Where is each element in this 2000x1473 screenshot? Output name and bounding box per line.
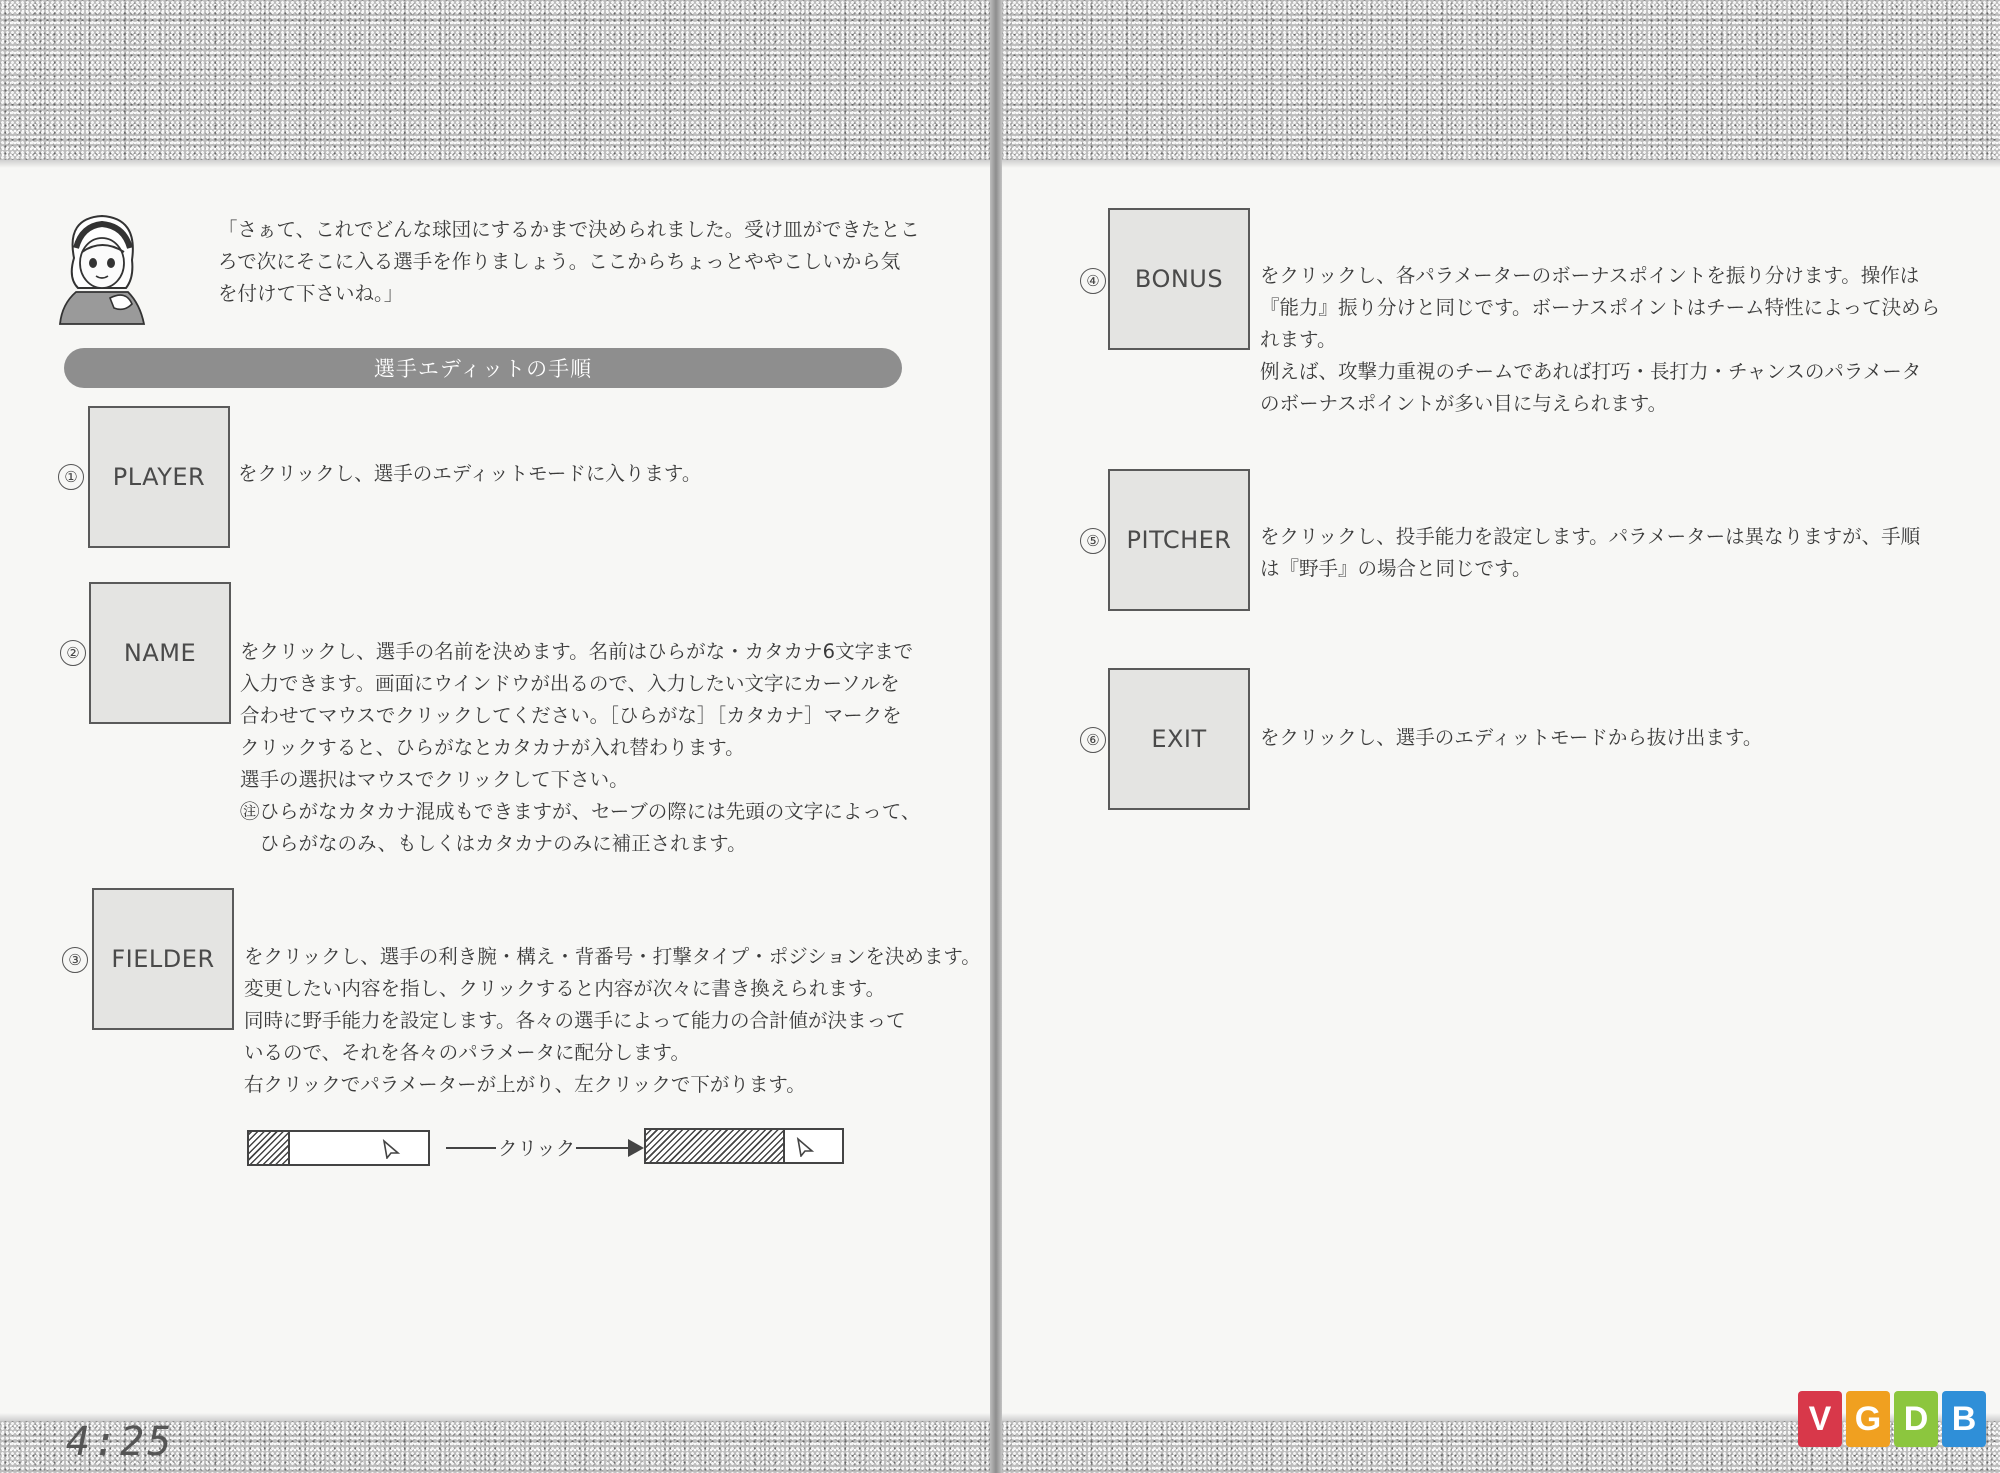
step-2-note-line-2: ひらがなのみ、もしくはカタカナのみに補正されます。 [240, 832, 747, 855]
intro-line-2: ろで次にそこに入る選手を作りましょう。ここからちょっとややこしいから気 [218, 250, 901, 273]
click-arrow [440, 1130, 640, 1166]
speckle-border-top [0, 0, 990, 160]
step-5-line-2: は『野手』の場合と同じです。 [1260, 557, 1532, 580]
step-6-line-1: をクリックし、選手のエディットモードから抜け出ます。 [1260, 726, 1763, 749]
page-number: 4:25 [66, 1419, 175, 1465]
gauge-before [247, 1130, 430, 1166]
step-number-1: ① [58, 464, 84, 490]
gauge-before-fill [249, 1132, 290, 1164]
vgdb-watermark-logo [1798, 1391, 1986, 1447]
step-4-line-5: のボーナスポイントが多い目に与えられます。 [1260, 392, 1668, 415]
step-3-line-5: 右クリックでパラメーターが上がり、左クリックで下がります。 [244, 1073, 806, 1096]
mouse-pointer-icon [796, 1137, 816, 1157]
arrow-head-icon [628, 1139, 644, 1157]
step-1-line-1: をクリックし、選手のエディットモードに入ります。 [238, 462, 702, 485]
watermark-letter-b: B [1942, 1391, 1986, 1447]
step-number-2: ② [60, 640, 86, 666]
intro-line-3: を付けて下さいね。」 [218, 282, 404, 305]
exit-button[interactable]: EXIT [1108, 668, 1250, 810]
guide-girl-illustration [52, 208, 152, 326]
step-5-line-1: をクリックし、投手能力を設定します。パラメーターは異なりますが、手順 [1260, 525, 1921, 548]
fielder-button[interactable]: FIELDER [92, 888, 234, 1030]
section-banner: 選手エディットの手順 [64, 348, 902, 388]
bonus-button[interactable]: BONUS [1108, 208, 1250, 350]
gauge-after [644, 1128, 844, 1164]
speckle-border-top [1002, 0, 2000, 160]
step-2-line-3: 合わせてマウスでクリックしてください。［ひらがな］［カタカナ］マークを [240, 704, 902, 727]
step-number-6: ⑥ [1080, 727, 1106, 753]
step-4-line-4: 例えば、攻撃力重視のチームであれば打巧・長打力・チャンスのパラメータ [1260, 360, 1922, 383]
player-button[interactable]: PLAYER [88, 406, 230, 548]
step-2-line-4: クリックすると、ひらがなとカタカナが入れ替わります。 [240, 736, 745, 759]
step-4-line-1: をクリックし、各パラメーターのボーナスポイントを振り分けます。操作は [1260, 264, 1920, 287]
left-page [0, 0, 990, 1473]
book-gutter [990, 0, 1002, 1473]
step-2-line-2: 入力できます。画面にウインドウが出るので、入力したい文字にカーソルを [240, 672, 900, 695]
step-number-4: ④ [1080, 268, 1106, 294]
step-3-line-2: 変更したい内容を指し、クリックすると内容が次々に書き換えられます。 [244, 977, 886, 1000]
mouse-pointer-icon [382, 1139, 402, 1159]
watermark-letter-v: V [1798, 1391, 1842, 1447]
step-number-3: ③ [62, 947, 88, 973]
watermark-letter-d: D [1894, 1391, 1938, 1447]
step-3-line-1: をクリックし、選手の利き腕・構え・背番号・打撃タイプ・ポジションを決めます。 [244, 945, 981, 968]
step-3-line-4: いるので、それを各々のパラメータに配分します。 [244, 1041, 690, 1064]
intro-line-1: 「さぁて、これでどんな球団にするかまで決められました。受け皿ができたとこ [218, 218, 920, 241]
right-page [1002, 0, 2000, 1473]
name-button[interactable]: NAME [89, 582, 231, 724]
click-arrow-label: クリック [496, 1133, 577, 1161]
watermark-letter-g: G [1846, 1391, 1890, 1447]
pitcher-button[interactable]: PITCHER [1108, 469, 1250, 611]
step-2-line-1: をクリックし、選手の名前を決めます。名前はひらがな・カタカナ6文字まで [240, 640, 914, 663]
step-4-line-2: 『能力』振り分けと同じです。ボーナスポイントはチーム特性によって決めら [1260, 296, 1941, 319]
gauge-after-fill [646, 1130, 785, 1162]
step-3-line-3: 同時に野手能力を設定します。各々の選手によって能力の合計値が決まって [244, 1009, 906, 1032]
step-2-line-5: 選手の選択はマウスでクリックして下さい。 [240, 768, 629, 791]
step-4-line-3: れます。 [1260, 328, 1337, 351]
step-2-note-line-1: ㊟ひらがなカタカナ混成もできますが、セーブの際には先頭の文字によって、 [240, 800, 921, 823]
step-number-5: ⑤ [1080, 528, 1106, 554]
